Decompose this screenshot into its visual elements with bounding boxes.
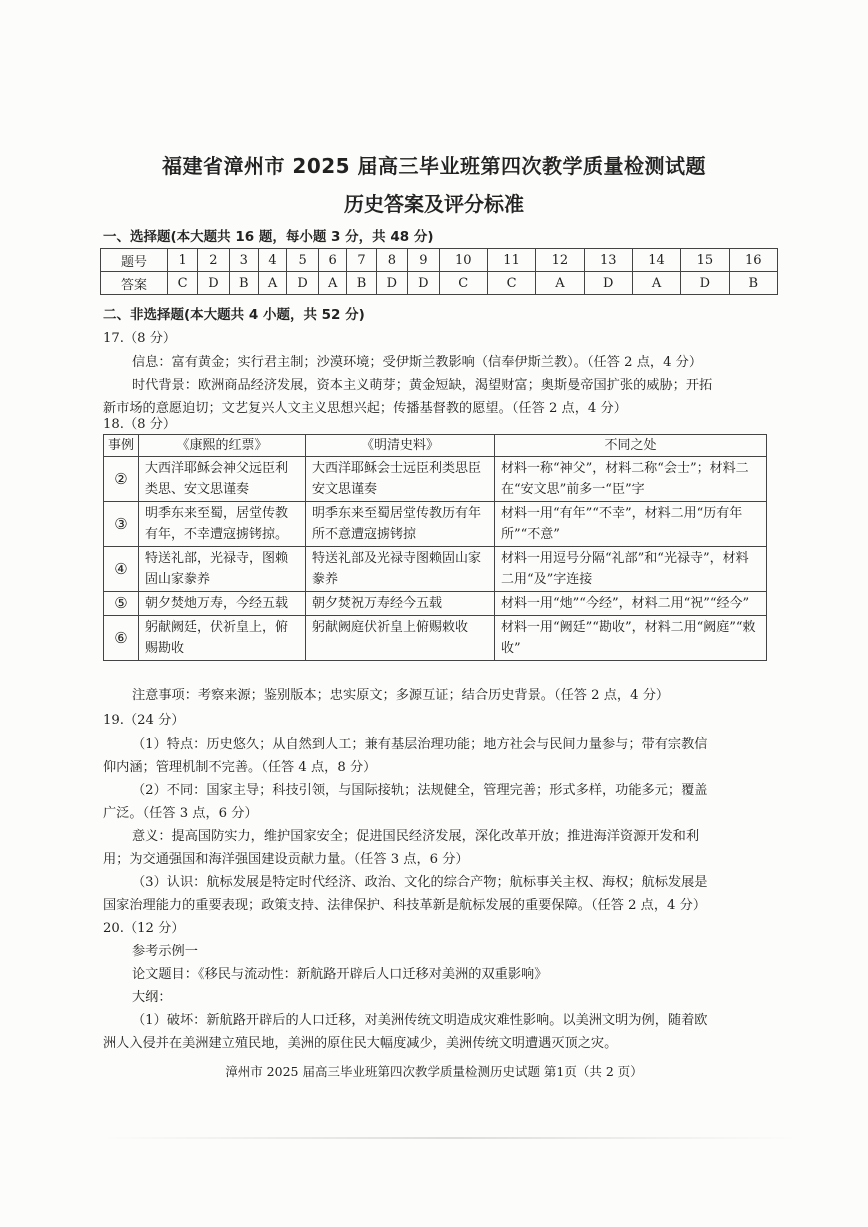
q18-heading: 18.（8 分） (103, 417, 177, 432)
question-number: 10 (439, 249, 487, 272)
q20-line: 洲人入侵并在美洲建立殖民地，美洲的原住民大幅度减少，美洲传统文明遭遇灭顶之灾。 (103, 1036, 618, 1051)
q19-line: 国家治理能力的重要表现；政策支持、法律保护、科技革新是航标发展的重要保障。（任答 2 点，4 分） (103, 898, 707, 913)
q19-line: 用；为交通强国和海洋强国建设贡献力量。（任答 3 点，6 分） (103, 852, 469, 867)
table-cell: 朝夕焚灺万寿，今经五载 (139, 592, 306, 616)
answer-cell: C (168, 272, 198, 295)
table-row (104, 547, 767, 592)
question-number-row (101, 249, 778, 272)
question-number: 14 (632, 249, 680, 272)
q19-line: （1）特点：历史悠久；从自然到人工；兼有基层治理功能；地方社会与民间力量参与；带有宗教信 (132, 737, 708, 752)
case-number: ③ (104, 502, 139, 547)
answer-cell: A (318, 272, 347, 295)
q17-heading: 17.（8 分） (103, 331, 177, 346)
question-number: 5 (287, 249, 319, 272)
answer-cell: D (408, 272, 440, 295)
question-number: 8 (376, 249, 408, 272)
case-number: ② (104, 457, 139, 502)
table-cell: 明季东来至蜀居堂传教历有年所不意遭寇掳铐掠 (306, 502, 495, 547)
answer-cell: D (681, 272, 729, 295)
question-number: 6 (318, 249, 347, 272)
q19-line: 意义：提高国防实力，维护国家安全；促进国民经济发展，深化改革开放；推进海洋资源开发和利 (132, 829, 700, 844)
table-cell: 特送礼部及光禄寺图赖固山家豢养 (306, 547, 495, 592)
q19-line: 仰内涵；管理机制不完善。（任答 4 点，8 分） (103, 760, 377, 775)
scan-edge-shadow (100, 1137, 800, 1139)
question-number: 7 (347, 249, 376, 272)
answer-cell: B (729, 272, 777, 295)
table-cell: 材料一称“神父”，材料二称“会士”；材料二在“安文思”前多一“臣”字 (495, 457, 767, 502)
answer-cell: D (376, 272, 408, 295)
q20-line: 论文题目：《移民与流动性：新航路开辟后人口迁移对美洲的双重影响》 (132, 967, 548, 982)
table-cell: 材料一用“阙廷”“勘收”，材料二用“阙庭”“敕收” (495, 616, 767, 661)
question-number: 16 (729, 249, 777, 272)
question-number: 11 (487, 249, 535, 272)
question-number: 9 (408, 249, 440, 272)
question-number: 1 (168, 249, 198, 272)
q18-comparison-table (103, 434, 767, 661)
multiple-choice-answer-table (100, 248, 778, 295)
table-cell: 特送礼部，光禄寺，图赖固山家豢养 (139, 547, 306, 592)
table-row (104, 592, 767, 616)
q19-line: （3）认识：航标发展是特定时代经济、政治、文化的综合产物；航标事关主权、海权；航标发展是 (132, 875, 708, 890)
question-number: 3 (229, 249, 258, 272)
document-title: 福建省漳州市 2025 届高三毕业班第四次教学质量检测试题 (161, 154, 707, 178)
table-cell: 大西洋耶稣会士远臣利类思臣安文思谨奏 (306, 457, 495, 502)
q20-line: 大纲： (132, 990, 172, 1005)
answer-cell: D (287, 272, 319, 295)
table-row (104, 616, 767, 661)
section-heading-choice: 一、选择题(本大题共 16 题，每小题 3 分，共 48 分) (103, 229, 434, 245)
answer-cell: D (198, 272, 230, 295)
q19-line: 广泛。（任答 3 点，6 分） (103, 806, 258, 821)
case-number: ⑥ (104, 616, 139, 661)
q17-line: 时代背景：欧洲商品经济发展，资本主义萌芽；黄金短缺，渴望财富；奥斯曼帝国扩张的威胁；开拓 (132, 378, 713, 393)
q20-heading: 20.（12 分） (103, 921, 185, 936)
table-cell: 朝夕焚祝万寿经今五载 (306, 592, 495, 616)
question-number: 15 (681, 249, 729, 272)
answer-cell: C (439, 272, 487, 295)
column-header: 《明清史料》 (306, 435, 495, 457)
document-subtitle: 历史答案及评分标准 (344, 192, 524, 216)
row-label: 题号 (101, 249, 168, 272)
q19-heading: 19.（24 分） (103, 713, 185, 728)
answer-cell: A (258, 272, 287, 295)
case-number: ④ (104, 547, 139, 592)
question-number: 13 (584, 249, 632, 272)
question-number: 2 (198, 249, 230, 272)
answer-cell: D (584, 272, 632, 295)
table-cell: 材料一用“有年”“不幸”，材料二用“历有年所”“不意” (495, 502, 767, 547)
q20-line: （1）破坏：新航路开辟后的人口迁移，对美洲传统文明造成灾难性影响。以美洲文明为例，随着欧 (132, 1013, 708, 1028)
column-header: 不同之处 (495, 435, 767, 457)
case-number: ⑤ (104, 592, 139, 616)
table-row (104, 457, 767, 502)
question-number: 4 (258, 249, 287, 272)
column-header: 事例 (104, 435, 139, 457)
answer-cell: C (487, 272, 535, 295)
question-number: 12 (536, 249, 584, 272)
table-cell: 明季东来至蜀，居堂传教有年，不幸遭寇掳铐掠。 (139, 502, 306, 547)
q20-line: 参考示例一 (132, 944, 198, 959)
answer-cell: B (347, 272, 376, 295)
row-label: 答案 (101, 272, 168, 295)
answer-cell: A (632, 272, 680, 295)
table-cell: 材料一用逗号分隔“礼部”和“光禄寺”，材料二用“及”字连接 (495, 547, 767, 592)
column-header: 《康熙的红票》 (139, 435, 306, 457)
q17-line: 新市场的意愿迫切；文艺复兴人文主义思想兴起；传播基督教的愿望。（任答 2 点，4 分） (103, 401, 627, 416)
answer-cell: A (536, 272, 584, 295)
q18-note: 注意事项：考察来源；鉴别版本；忠实原文；多源互证；结合历史背景。（任答 2 点，4 分） (132, 688, 670, 703)
section-heading-nonchoice: 二、非选择题(本大题共 4 小题，共 52 分) (103, 307, 365, 323)
table-row (104, 502, 767, 547)
table-cell: 大西洋耶稣会神父远臣利类思、安文思谨奏 (139, 457, 306, 502)
table-cell: 材料一用“灺”“今经”，材料二用“祝”“经今” (495, 592, 767, 616)
q17-line: 信息：富有黄金；实行君主制；沙漠环境；受伊斯兰教影响（信奉伊斯兰教）。（任答 2 点，4 分） (132, 355, 703, 370)
q19-line: （2）不同：国家主导；科技引领，与国际接轨；法规健全，管理完善；形式多样，功能多元；覆盖 (132, 783, 708, 798)
table-cell: 躬献阙庭伏祈皇上俯赐敕收 (306, 616, 495, 661)
answer-row (101, 272, 778, 295)
table-cell: 躬献阙廷，伏祈皇上，俯赐勘收 (139, 616, 306, 661)
page-footer: 漳州市 2025 届高三毕业班第四次教学质量检测历史试题 第1页（共 2 页） (225, 1064, 643, 1079)
table-header-row (104, 435, 767, 457)
answer-cell: B (229, 272, 258, 295)
